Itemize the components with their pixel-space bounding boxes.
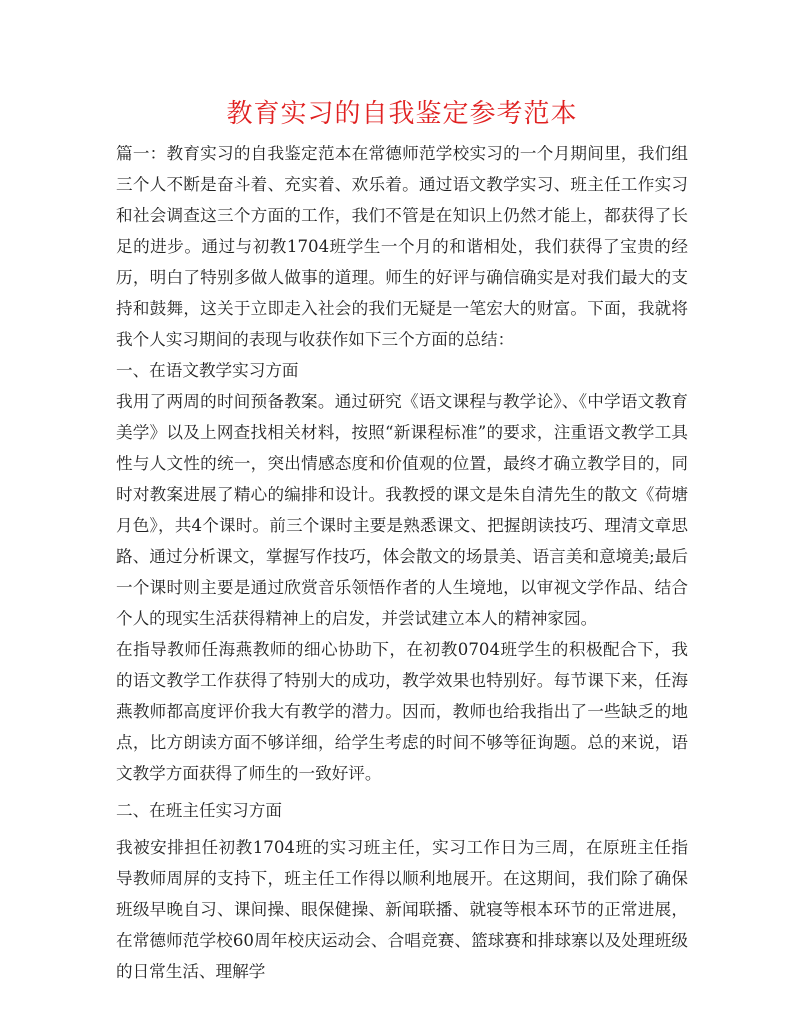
document-page — [116, 94, 688, 987]
section-heading-chinese-teaching: 一、在语文教学实习方面 — [116, 361, 299, 380]
paragraph-teaching-results: 在指导教师任海燕教师的细心协助下，在初教0704班学生的积极配合下，我的语文教学工作获得了特别大的成功，教学效果也特别好。每节课下来，任海燕教师都高度评价我大有教学的潜力。因而，教师也给我指出了一些缺乏的地点，比方朗读方面不够详细，给学生考虑的时间不够等征询题。总的来说，语文教学方面获得了师生的一致好评。 — [116, 640, 688, 783]
paragraph-intro: 篇一：教育实习的自我鉴定范本在常德师范学校实习的一个月期间里，我们组三个人不断是奋斗着、充实着、欢乐着。通过语文教学实习、班主任工作实习和社会调查这三个方面的工作，我们不管是在知识上仍然才能上，都获得了长足的进步。通过与初教1704班学生一个月的和谐相处，我们获得了宝贵的经历，明白了特别多做人做事的道理。师生的好评与确信确实是对我们最大的支持和鼓舞，这关于立即走入社会的我们无疑是一笔宏大的财富。下面，我就将我个人实习期间的表现与收获作如下三个方面的总结： — [116, 144, 688, 349]
paragraph-lesson-preparation: 我用了两周的时间预备教案。通过研究《语文课程与教学论》、《中学语文教育美学》以及上网查找相关材料，按照“新课程标准”的要求，注重语文教学工具性与人文性的统一，突出情感态度和价值观的位置，最终才确立教学目的，同时对教案进展了精心的编排和设计。我教授的课文是朱自清先生的散文《荷塘月色》，共4个课时。前三个课时主要是熟悉课文、把握朗读技巧、理清文章思路、通过分析课文，掌握写作技巧，体会散文的场景美、语言美和意境美;最后一个课时则主要是通过欣赏音乐领悟作者的人生境地，以审视文学作品、结合个人的现实生活获得精神上的启发，并尝试建立本人的精神家园。 — [116, 392, 688, 628]
section-heading-head-teacher: 二、在班主任实习方面 — [116, 801, 282, 820]
document-title: 教育实习的自我鉴定参考范本 — [226, 99, 578, 129]
paragraph-head-teacher-work: 我被安排担任初教1704班的实习班主任，实习工作日为三周，在原班主任指导教师周屏的支持下，班主任工作得以顺利地展开。在这期间，我们除了确保班级早晚自习、课间操、眼保健操、新闻联播、就寝等根本环节的正常进展，在常德师范学校60周年校庆运动会、合唱竞赛、篮球赛和排球寨以及处理班级的日常生活、理解学 — [116, 838, 688, 981]
